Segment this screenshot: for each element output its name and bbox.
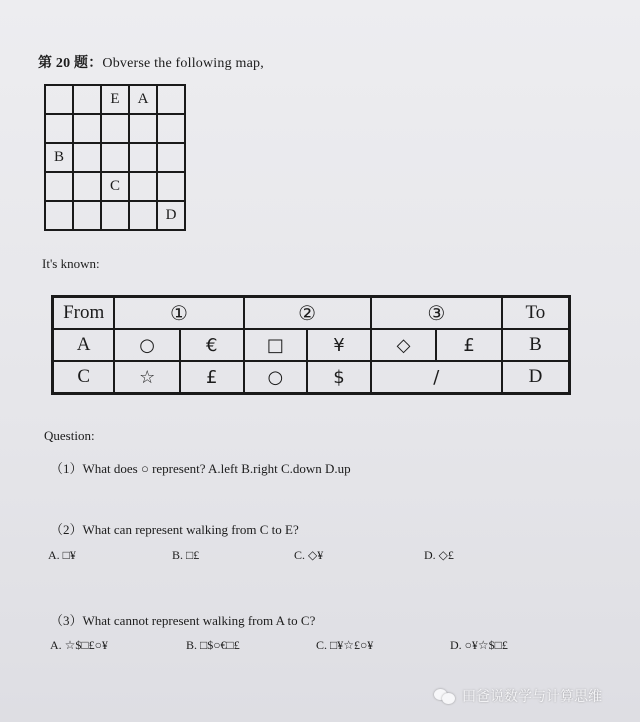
map-row — [45, 85, 185, 114]
map-cell — [101, 114, 129, 143]
map-cell — [73, 201, 101, 230]
route-symbol-cell: £ — [436, 329, 502, 361]
option-b: B. □£ — [172, 548, 200, 562]
route-symbol-cell: $ — [307, 361, 371, 394]
map-cell — [101, 201, 129, 230]
map-row — [45, 114, 185, 143]
map-cell: D — [157, 201, 185, 230]
question-1-text: （1）What does ○ represent? A.left B.right C.down D.up — [50, 461, 351, 476]
route-symbol-cell: ¥ — [307, 329, 371, 361]
map-cell — [157, 114, 185, 143]
wechat-icon — [434, 687, 456, 705]
route-symbol-cell: ☆ — [114, 361, 180, 394]
route-to-cell: D — [502, 361, 570, 394]
map-cell — [157, 172, 185, 201]
map-row — [45, 172, 185, 201]
map-cell — [45, 201, 73, 230]
problem-number: 第 20 题： — [38, 56, 103, 71]
header-step-2: ② — [244, 297, 371, 330]
map-cell: A — [129, 85, 157, 114]
route-symbol-cell: □ — [244, 329, 308, 361]
map-row — [45, 201, 185, 230]
question-3-text: （3）What cannot represent walking from A to C? — [50, 613, 316, 628]
map-cell: E — [101, 85, 129, 114]
route-from-cell: A — [53, 329, 115, 361]
map-cell — [45, 172, 73, 201]
option-d: D. ◇£ — [424, 548, 454, 562]
map-cell — [129, 143, 157, 172]
question-3-options — [0, 638, 640, 656]
map-cell — [73, 143, 101, 172]
question-label: Question: — [44, 428, 95, 443]
map-cell — [73, 114, 101, 143]
option-a: A. □¥ — [48, 548, 76, 562]
map-cell — [157, 143, 185, 172]
header-from: From — [53, 297, 115, 330]
route-table — [51, 295, 571, 395]
map-cell — [129, 201, 157, 230]
map-cell — [73, 172, 101, 201]
route-symbol-cell: ◇ — [371, 329, 437, 361]
header-to: To — [502, 297, 570, 330]
route-to-cell: B — [502, 329, 570, 361]
map-cell — [129, 114, 157, 143]
map-cell — [45, 85, 73, 114]
map-cell — [101, 143, 129, 172]
route-row-c-to-d — [53, 361, 570, 394]
option-c: C. □¥☆£○¥ — [316, 638, 374, 652]
known-label: It's known: — [42, 256, 100, 271]
map-cell — [157, 85, 185, 114]
problem-instruction: Obverse the following map, — [102, 56, 264, 71]
map-cell — [73, 85, 101, 114]
map-cell — [129, 172, 157, 201]
route-symbol-cell: € — [180, 329, 244, 361]
map-grid — [44, 84, 186, 231]
watermark — [434, 684, 602, 708]
route-symbol-cell: ○ — [114, 329, 180, 361]
map-cell — [45, 114, 73, 143]
map-cell: C — [101, 172, 129, 201]
watermark-text: 田爸说数学与计算思维 — [462, 689, 602, 705]
map-cell: B — [45, 143, 73, 172]
question-2-text: （2）What can represent walking from C to E? — [50, 522, 299, 537]
route-header-row — [53, 297, 570, 330]
route-row-a-to-b — [53, 329, 570, 361]
header-step-1: ① — [114, 297, 243, 330]
route-symbol-cell: £ — [180, 361, 244, 394]
option-c: C. ◇¥ — [294, 548, 324, 562]
option-d: D. ○¥☆$□£ — [450, 638, 508, 652]
question-2-options — [0, 548, 640, 566]
problem-title — [38, 52, 264, 72]
header-step-3: ③ — [371, 297, 502, 330]
option-a: A. ☆$□£○¥ — [50, 638, 108, 652]
route-symbol-cell: ○ — [244, 361, 308, 394]
option-b: B. □$○€□£ — [186, 638, 240, 652]
map-row — [45, 143, 185, 172]
route-symbol-cell: / — [371, 361, 502, 394]
route-from-cell: C — [53, 361, 115, 394]
